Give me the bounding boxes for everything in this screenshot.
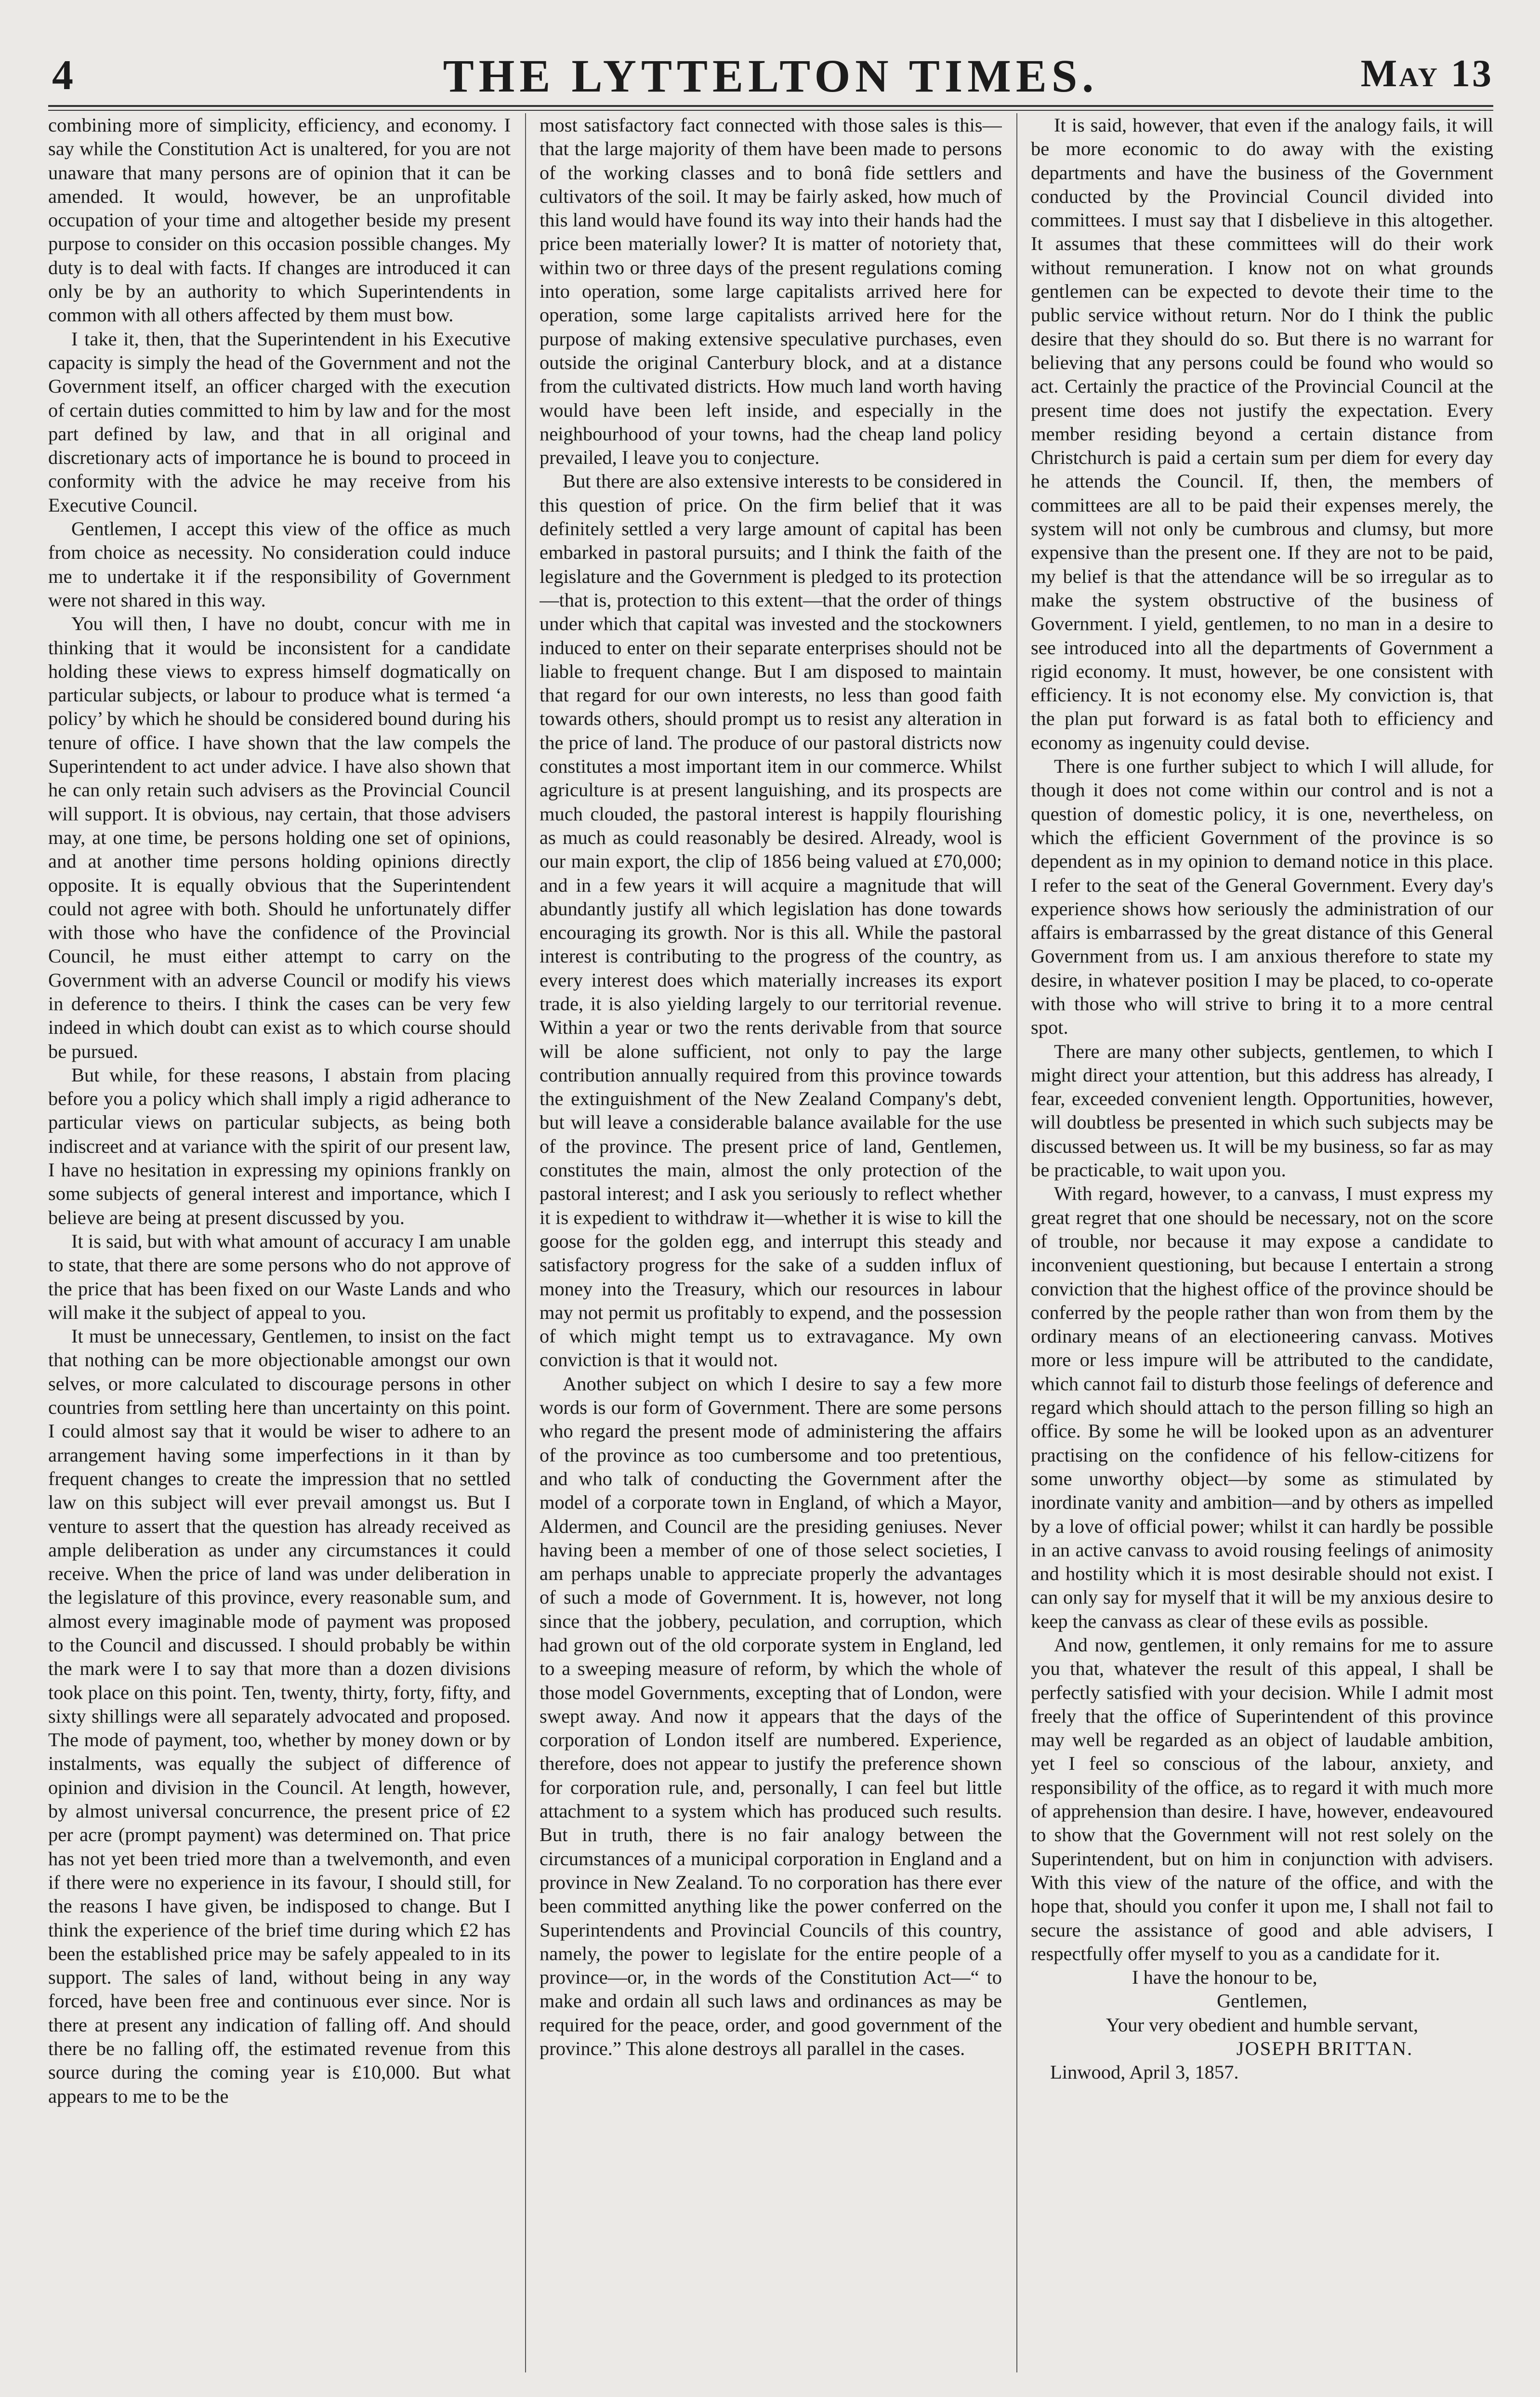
newspaper-title: THE LYTTELTON TIMES.	[443, 50, 1099, 102]
column-2	[540, 113, 1002, 2387]
header-rule-thin	[48, 110, 1493, 111]
page-number: 4	[52, 52, 73, 99]
paragraph: It is said, but with what amount of accuracy I am unable to state, that there are some persons who do not approve of the price that has been fixed on our Waste Lands and who will make it the subject of appeal to you.	[48, 1230, 511, 1323]
paragraph: most satisfactory fact connected with those sales is this—that the large majority of them have been made to persons of the working classes and to bonâ fide settlers and cultivators of the soil. It may be fairly asked, how much of this land would have found its way into their hands had the price been materially lower? It is matter of notoriety that, within two or three days of the present regulations coming into operation, some large capitalists arrived here for operation, some large capitalists arrived here for the purpose of making extensive speculative purchases, even outside the original Canterbury block, and at a distance from the cultivated districts. How much land worth having would have been left inside, and especially in the neighbourhood of your towns, had the cheap land policy prevailed, I leave you to conjecture.	[540, 114, 1002, 469]
paragraph: You will then, I have no doubt, concur with me in thinking that it would be inconsistent for a candidate holding these views to express himself dogmatically on particular subjects, or labour to produce what is termed ‘a policy’ by which he should be considered bound during his tenure of office. I have shown that the law compels the Superintendent to act under advice. I have also shown that he can only retain such advisers as the Provincial Council will support. It is obvious, nay certain, that those advisers may, at one time, be persons holding one set of opinions, and at another time persons holding opinions directly opposite. It is equally obvious that the Superintendent could not agree with both. Should he unfortunately differ with those who have the confidence of the Provincial Council, he must either attempt to carry on the Government with an adverse Council or modify his views in deference to theirs. I think the cases can be very few indeed in which doubt can exist as to which course should be pursued.	[48, 613, 511, 1062]
column-divider	[525, 113, 526, 2372]
paragraph: With regard, however, to a canvass, I must express my great regret that one should be necessary, not on the score of trouble, nor because it may expose a candidate to inconvenient questioning, but because I entertain a strong conviction that the highest office of the province should be conferred by the people rather than won from them by the ordinary means of an electioneering canvass. Motives more or less impure will be attributed to the candidate, which cannot fail to disturb those feelings of deference and regard which should attach to the person filling so high an office. By some he will be looked upon as an adventurer practising on the confidence of his fellow-citizens for some unworthy object—by some as stimulated by inordinate vanity and ambition—and by others as impelled by a love of official power; whilst it can hardly be possible in an active canvass to avoid rousing feelings of animosity and hostility which it is most desirable should not exist. I can only say for myself that it will be my anxious desire to keep the canvass as clear of these evils as possible.	[1031, 1183, 1493, 1632]
author-name: JOSEPH BRITTAN.	[1236, 2038, 1413, 2060]
column-1	[48, 113, 511, 2387]
paragraph: There is one further subject to which I will allude, for though it does not come within our control and is not a question of domestic policy, it is one, nevertheless, on which the efficient Government of the province is so dependent as in my opinion to demand notice in this place. I refer to the seat of the General Government. Every day's experience shows how seriously the administration of our affairs is embarrassed by the great distance of this General Government from us. I am anxious therefore to state my desire, in whatever position I may be placed, to co-operate with those who will strive to bring it to a more central spot.	[1031, 755, 1493, 1039]
salutation: Gentlemen,	[1217, 1990, 1307, 2012]
signature-block	[1031, 1965, 1493, 2084]
paragraph: And now, gentlemen, it only remains for me to assure you that, whatever the result of this appeal, I shall be perfectly satisfied with your decision. While I admit most freely that the office of Superintendent of this province may well be regarded as an object of laudable ambition, yet I feel so conscious of the labour, anxiety, and responsibility of the office, as to regard it with much more of apprehension than desire. I have, however, endeavoured to show that the Government will not rest solely on the Superintendent, but on him in conjunction with advisers. With this view of the nature of the office, and with the hope that, should you confer it upon me, I shall not fail to secure the assistance of good and able advisers, I respectfully offer myself to you as a candidate for it.	[1031, 1634, 1493, 1964]
paragraph: But while, for these reasons, I abstain from placing before you a policy which shall imply a rigid adherance to particular views on particular subjects, as being both indiscreet and at variance with the spirit of our present law, I have no hesitation in expressing my opinions frankly on some subjects of general interest and importance, which I believe are being at present discussed by you.	[48, 1064, 511, 1228]
valediction: I have the honour to be,	[1132, 1966, 1317, 1989]
column-divider	[1016, 113, 1017, 2372]
paragraph: There are many other subjects, gentlemen, to which I might direct your attention, but this address has already, I fear, exceeded convenient length. Opportunities, however, will doubtless be presented in which such subjects may be discussed between us. It will be my business, so far as may be practicable, to wait upon you.	[1031, 1040, 1493, 1181]
closing: Your very obedient and humble servant,	[1106, 2014, 1419, 2036]
paragraph: It is said, however, that even if the analogy fails, it will be more economic to do away with the existing departments and have the business of the Government conducted by the Provincial Council divided into committees. I must say that I disbelieve in this altogether. It assumes that these committees will do their work without remuneration. I know not on what grounds gentlemen can be expected to devote their time to the public service without return. Nor do I think the public desire that they should do so. But there is no warrant for believing that any persons could be found who would so act. Certainly the practice of the Provincial Council at the present time does not justify the expectation. Every member residing beyond a certain distance from Christchurch is paid a certain sum per diem for every day he attends the Council. If, then, the members of committees are all to be paid their expenses merely, the system will not only be cumbrous and clumsy, but more expensive than the present one. If they are not to be paid, my belief is that the attendance will be so irregular as to make the system obstructive of the business of Government. I yield, gentlemen, to no man in a desire to see introduced into all the departments of Government a rigid economy. It must, however, be one consistent with efficiency. It is not economy else. My conviction is, that the plan put forward is as fatal both to efficiency and economy as ingenuity could devise.	[1031, 114, 1493, 753]
paragraph: It must be unnecessary, Gentlemen, to insist on the fact that nothing can be more objectionable amongst our own selves, or more calculated to discourage persons in other countries from settling here than uncertainty on this point. I could almost say that it would be wiser to adhere to an arrangement having some imperfections in it than by frequent changes to create the impression that no settled law on this subject will ever prevail amongst us. But I venture to assert that the question has already received as ample deliberation as under any circumstances it could receive. When the price of land was under deliberation in the legislature of this province, every reasonable sum, and almost every imaginable mode of payment was proposed to the Council and discussed. I should probably be within the mark were I to say that more than a dozen divisions took place on this point. Ten, twenty, thirty, forty, fifty, and sixty shillings were all separately advocated and proposed. The mode of payment, too, whether by money down or by instalments, was equally the subject of difference of opinion and division in the Council. At length, however, by almost universal concurrence, the present price of £2 per acre (prompt payment) was determined on. That price has not yet been tried more than a twelvemonth, and even if there were no experience in its favour, I should still, for the reasons I have given, be indisposed to change. But I think the experience of the brief time during which £2 has been the established price may be safely appealed to in its support. The sales of land, without being in any way forced, have been free and continuous ever since. Nor is there at present any indication of falling off. And should there be no falling off, the estimated revenue from this source during the coming year is £10,000. But what appears to me to be the	[48, 1325, 511, 2107]
header-rule	[48, 105, 1493, 107]
paragraph: Another subject on which I desire to say a few more words is our form of Government. There are some persons who regard the present mode of administering the affairs of the province as too cumbersome and too pretentious, and who talk of conducting the Government after the model of a corporate town in England, of which a Mayor, Aldermen, and Council are the presiding geniuses. Never having been a member of one of those select societies, I am perhaps unable to appreciate properly the advantages of such a mode of Government. It is, however, not long since that the jobbery, peculation, and corruption, which had grown out of the old corporate system in England, led to a sweeping measure of reform, by which the whole of those model Governments, excepting that of London, were swept away. And now it appears that the days of the corporation of London itself are numbered. Experience, therefore, does not appear to justify the preference shown for corporation rule, and, personally, I can feel but little attachment to a system which has produced such results. But in truth, there is no fair analogy between the circumstances of a municipal corporation in England and a province in New Zealand. To no corporation has there ever been committed anything like the power conferred on the Superintendents and Provincial Councils of this country, namely, the power to legislate for the entire people of a province—or, in the words of the Constitution Act—“ to make and ordain all such laws and ordinances as may be required for the peace, order, and good government of the province.” This alone destroys all parallel in the cases.	[540, 1372, 1002, 2060]
place-date: Linwood, April 3, 1857.	[1050, 2061, 1239, 2083]
paragraph: Gentlemen, I accept this view of the office as much from choice as necessity. No consideration could induce me to undertake it if the responsibility of Government were not shared in this way.	[48, 518, 511, 611]
paragraph: combining more of simplicity, efficiency, and economy. I say while the Constitution Act is unaltered, for you are not unaware that many persons are of opinion that it can be amended. It would, however, be an unprofitable occupation of your time and altogether beside my present purpose to consider on this occasion possible changes. My duty is to deal with facts. If changes are introduced it can only be by an authority to which Superintendents in common with all others affected by them must bow.	[48, 114, 511, 326]
masthead	[48, 48, 1493, 101]
column-3	[1031, 113, 1493, 2387]
issue-date: May 13	[1360, 53, 1493, 95]
paragraph: But there are also extensive interests to be considered in this question of price. On the firm belief that it was definitely settled a very large amount of capital has been embarked in pastoral pursuits; and I think the faith of the legislature and the Government is pledged to its protection—that is, protection to this extent—that the order of things under which that capital was invested and the stockowners induced to enter on their separate enterprises should not be liable to frequent change. But I am disposed to maintain that regard for our own interests, no less than good faith towards others, should prompt us to resist any alteration in the price of land. The produce of our pastoral districts now constitutes a most important item in our commerce. Whilst agriculture is at present languishing, and its prospects are much clouded, the pastoral interest is happily flourishing as much as could reasonably be desired. Already, wool is our main export, the clip of 1856 being valued at £70,000; and in a few years it will acquire a magnitude that will abundantly justify all which legislation has done towards encouraging its growth. Nor is this all. While the pastoral interest is contributing to the progress of the country, as every interest does which materially increases its export trade, it is also yielding largely to our territorial revenue. Within a year or two the rents derivable from that source will be alone sufficient, not only to pay the large contribution annually required from this province towards the extinguishment of the New Zealand Company's debt, but will leave a considerable balance available for the use of the province. The present price of land, Gentlemen, constitutes the main, almost the only protection of the pastoral interest; and I ask you seriously to reflect whether it is expedient to withdraw it—whether it is wise to kill the goose for the golden egg, and interrupt this steady and satisfactory progress for the sake of a sudden influx of money into the Treasury, which our resources in labour may not permit us profitably to expend, and the possession of which might tempt us to extravagance. My own conviction is that it would not.	[540, 470, 1002, 1371]
paragraph: I take it, then, that the Superintendent in his Executive capacity is simply the head of the Government and not the Government itself, an officer charged with the execution of certain duties committed to him by law and for the most part defined by law, and that in all original and discretionary acts of importance he is bound to proceed in conformity with the advice he may receive from his Executive Council.	[48, 328, 511, 516]
